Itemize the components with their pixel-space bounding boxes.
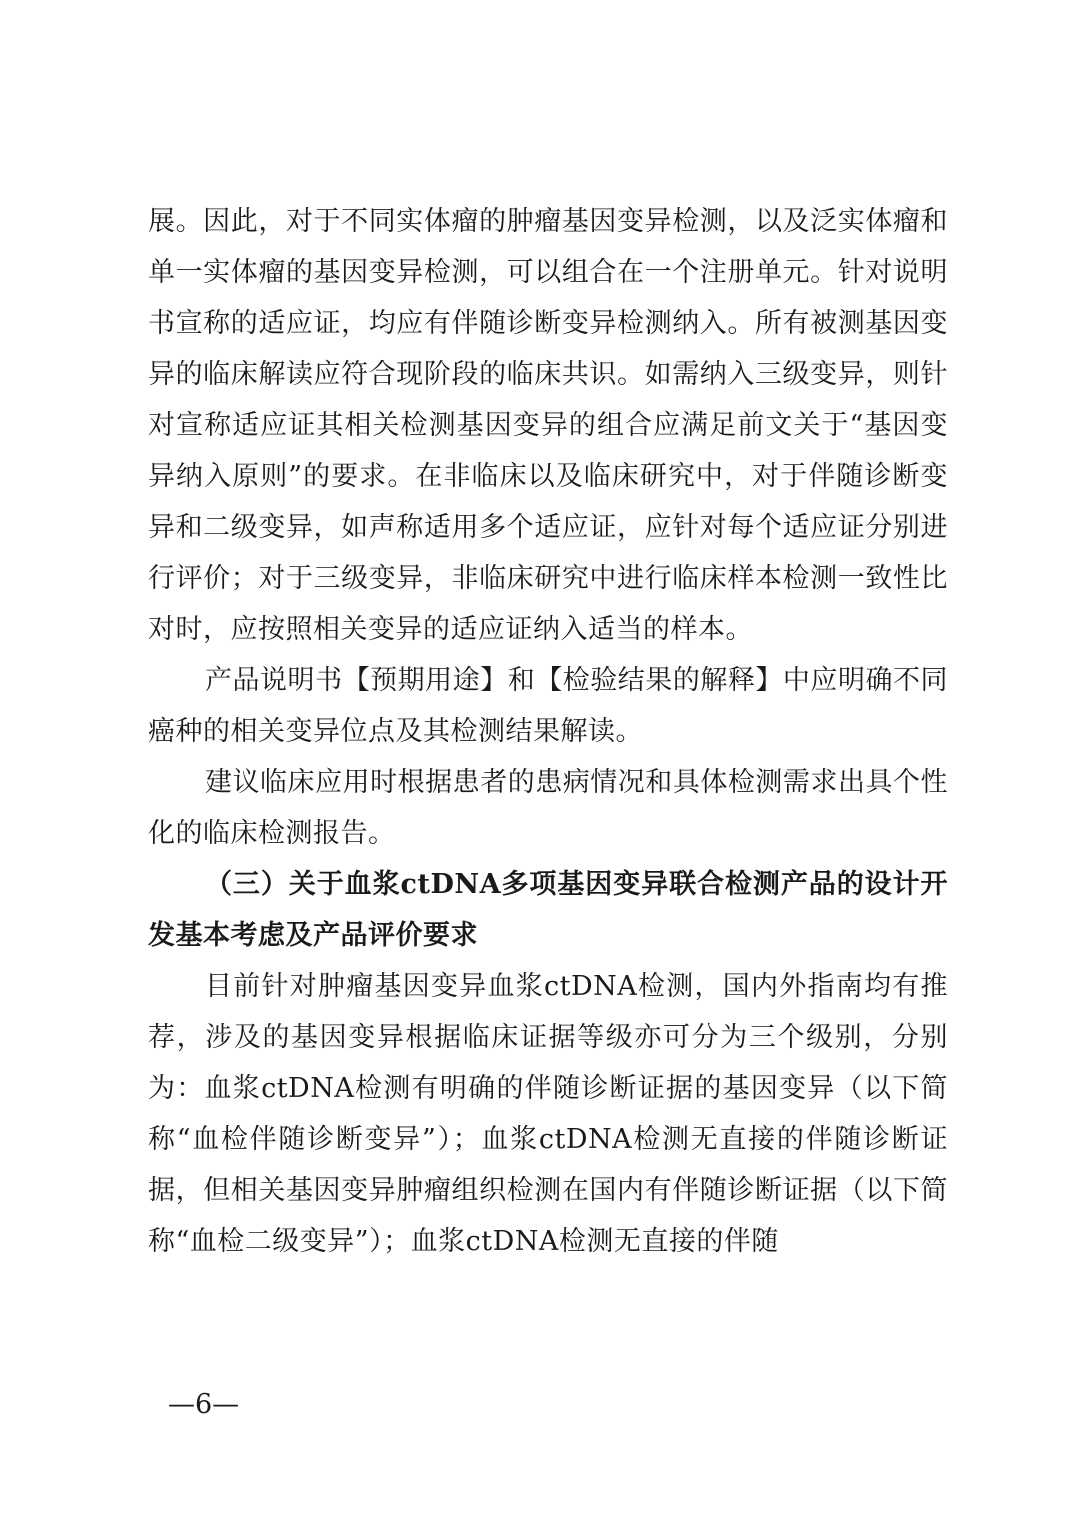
section-heading: （三）关于血浆ctDNA多项基因变异联合检测产品的设计开发基本考虑及产品评价要求: [148, 869, 948, 951]
page-number: —6—: [168, 1389, 240, 1420]
paragraph-ctdna: 目前针对肿瘤基因变异血浆ctDNA检测，国内外指南均有推荐，涉及的基因变异根据临床证据等级亦可分为三个级别，分别为：血浆ctDNA检测有明确的伴随诊断证据的基因变异（以下简称“血检伴随诊断变异”）；血浆ctDNA检测无直接的伴随诊断证据，但相关基因变异肿瘤组织检测在国内有伴随诊断证据（以下简称“血检二级变异”）；血浆ctDNA检测无直接的伴随: [148, 971, 948, 1257]
document-body: [148, 196, 948, 1267]
paragraph-continuation: 展。因此，对于不同实体瘤的肿瘤基因变异检测，以及泛实体瘤和单一实体瘤的基因变异检测，可以组合在一个注册单元。针对说明书宣称的适应证，均应有伴随诊断变异检测纳入。所有被测基因变异的临床解读应符合现阶段的临床共识。如需纳入三级变异，则针对宣称适应证其相关检测基因变异的组合应满足前文关于“基因变异纳入原则”的要求。在非临床以及临床研究中，对于伴随诊断变异和二级变异，如声称适用多个适应证，应针对每个适应证分别进行评价；对于三级变异，非临床研究中进行临床样本检测一致性比对时，应按照相关变异的适应证纳入适当的样本。: [148, 206, 948, 645]
paragraph-recommendation: 建议临床应用时根据患者的患病情况和具体检测需求出具个性化的临床检测报告。: [148, 767, 948, 849]
paragraph-instructions: 产品说明书【预期用途】和【检验结果的解释】中应明确不同癌种的相关变异位点及其检测结果解读。: [148, 665, 948, 747]
